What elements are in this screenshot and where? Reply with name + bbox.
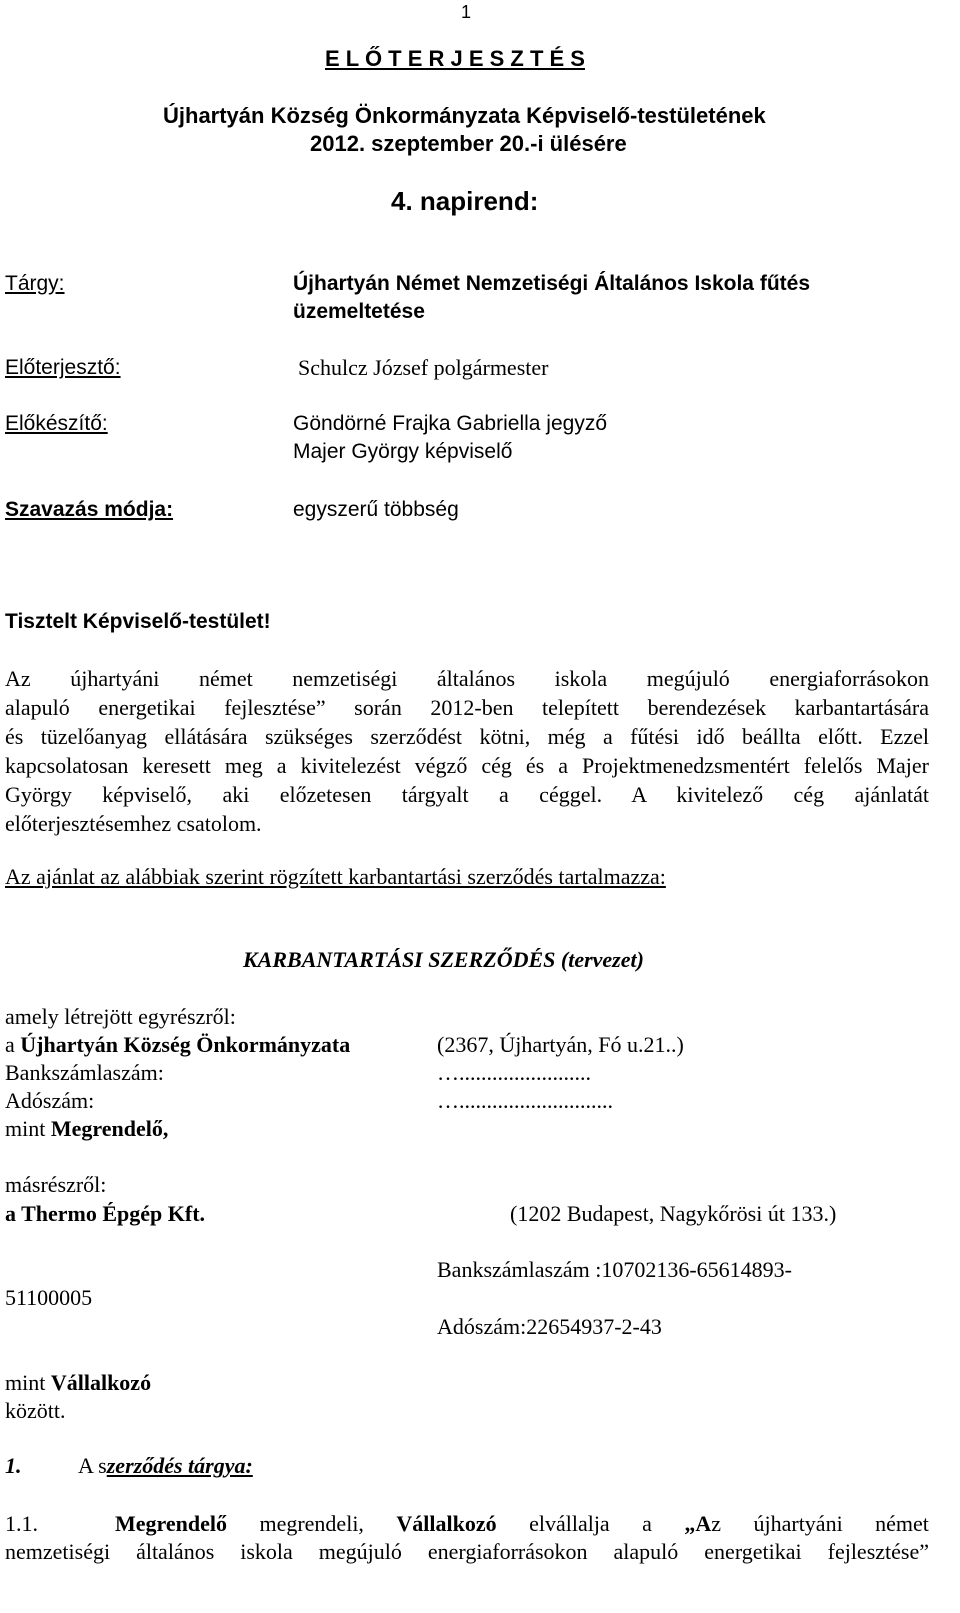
offer-intro: Az ajánlat az alábbiak szerint rögzített karbantartási szerződés tartalmazza:: [5, 864, 666, 889]
party2-address: (1202 Budapest, Nagykőrösi út 133.): [510, 1201, 837, 1226]
party1-intro: amely létrejött egyrészről:: [5, 1004, 236, 1029]
contract-title: KARBANTARTÁSI SZERZŐDÉS (tervezet): [243, 947, 644, 972]
clause-word: [684, 1510, 721, 1538]
party1-role: Megrendelő,: [50, 1116, 169, 1141]
paragraph-line: György képviselő, aki előzetesen tárgyalt a céggel. A kivitelező cég ajánlatát: [5, 782, 929, 807]
section-number: 1.: [5, 1453, 22, 1478]
preparer-value-2: Majer György képviselő: [293, 440, 513, 463]
vote-label: Szavazás módja:: [5, 498, 174, 521]
party2-tax: Adószám:22654937-2-43: [437, 1314, 662, 1339]
party2-role: Vállalkozó: [50, 1370, 152, 1395]
presenter-value: Schulcz József polgármester: [298, 355, 549, 380]
clause-word: újhartyáni: [753, 1511, 843, 1536]
preparer-value-1: Göndörné Frajka Gabriella jegyző: [293, 412, 607, 435]
party1-role-prefix: mint: [5, 1116, 51, 1141]
party1-name-line: [5, 1031, 350, 1059]
party2-role-line: [5, 1369, 151, 1397]
section-title: [78, 1452, 253, 1480]
party2-bank-cont: 51100005: [5, 1285, 93, 1310]
party2-intro: másrészről:: [5, 1172, 107, 1197]
paragraph-line: alapuló energetikai fejlesztése” során 2012-ben telepített berendezések karbantartására: [5, 695, 929, 720]
presenter-label: Előterjesztő:: [5, 356, 121, 379]
clause-word: elvállalja: [529, 1511, 610, 1536]
bank-value: …........................: [437, 1060, 591, 1085]
paragraph-line: Az újhartyáni német nemzetiségi általános iskola megújuló energiaforrásokon: [5, 666, 929, 691]
party1-prefix: a: [5, 1032, 21, 1057]
tax-label: Adószám:: [5, 1088, 95, 1113]
subject-label: Tárgy:: [5, 272, 65, 295]
clause-word: német: [875, 1511, 929, 1536]
salutation: Tisztelt Képviselő-testület!: [5, 610, 271, 633]
clause-word: a: [642, 1511, 652, 1536]
clause-word-rest: z: [711, 1511, 722, 1536]
party1-name: Újhartyán Község Önkormányzata: [20, 1032, 351, 1057]
header-line-2: 2012. szeptember 20.-i ülésére: [310, 131, 627, 156]
section-title-b: zerződés tárgya:: [106, 1453, 253, 1478]
paragraph-line: és tüzelőanyag ellátására szükséges szerződést kötni, még a fűtési idő beállta előtt. Ezzel: [5, 724, 929, 749]
party2-name: a Thermo Épgép Kft.: [5, 1201, 206, 1226]
document-title: E L Ő T E R J E S Z T É S: [325, 46, 585, 71]
subject-line-1: Újhartyán Német Nemzetiségi Általános Iskola fűtés: [293, 272, 810, 295]
clause-number: 1.1.: [5, 1511, 38, 1536]
clause-word: Megrendelő: [115, 1511, 228, 1536]
between: között.: [5, 1398, 66, 1423]
vote-value: egyszerű többség: [293, 498, 459, 521]
clause-word-bold: „A: [684, 1511, 712, 1536]
bank-label: Bankszámlaszám:: [5, 1060, 164, 1085]
section-title-a: A s: [78, 1453, 107, 1478]
clause-line-2: nemzetiségi általános iskola megújuló energiaforrásokon alapuló energetikai fejlesztése”: [5, 1539, 929, 1564]
paragraph-line: kapcsolatosan keresett meg a kivitelezést végző cég és a Projektmenedzsmentért felelős Majer: [5, 753, 929, 778]
agenda-item: 4. napirend:: [391, 186, 539, 216]
subject-line-2: üzemeltetése: [293, 300, 425, 323]
page-number: 1: [461, 2, 472, 22]
header-line-1: Újhartyán Község Önkormányzata Képviselő-testületének: [163, 103, 766, 128]
clause-line-1: [115, 1510, 929, 1538]
paragraph-line: előterjesztésemhez csatolom.: [5, 811, 262, 836]
party1-role-line: [5, 1115, 168, 1143]
party2-role-prefix: mint: [5, 1370, 51, 1395]
party2-bank: Bankszámlaszám :10702136-65614893-: [437, 1257, 792, 1282]
preparer-label: Előkészítő:: [5, 412, 108, 435]
clause-word: Vállalkozó: [396, 1511, 497, 1536]
clause-word: megrendeli,: [259, 1511, 364, 1536]
party1-address: (2367, Újhartyán, Fó u.21..): [437, 1032, 684, 1057]
tax-value: …............................: [437, 1088, 613, 1113]
